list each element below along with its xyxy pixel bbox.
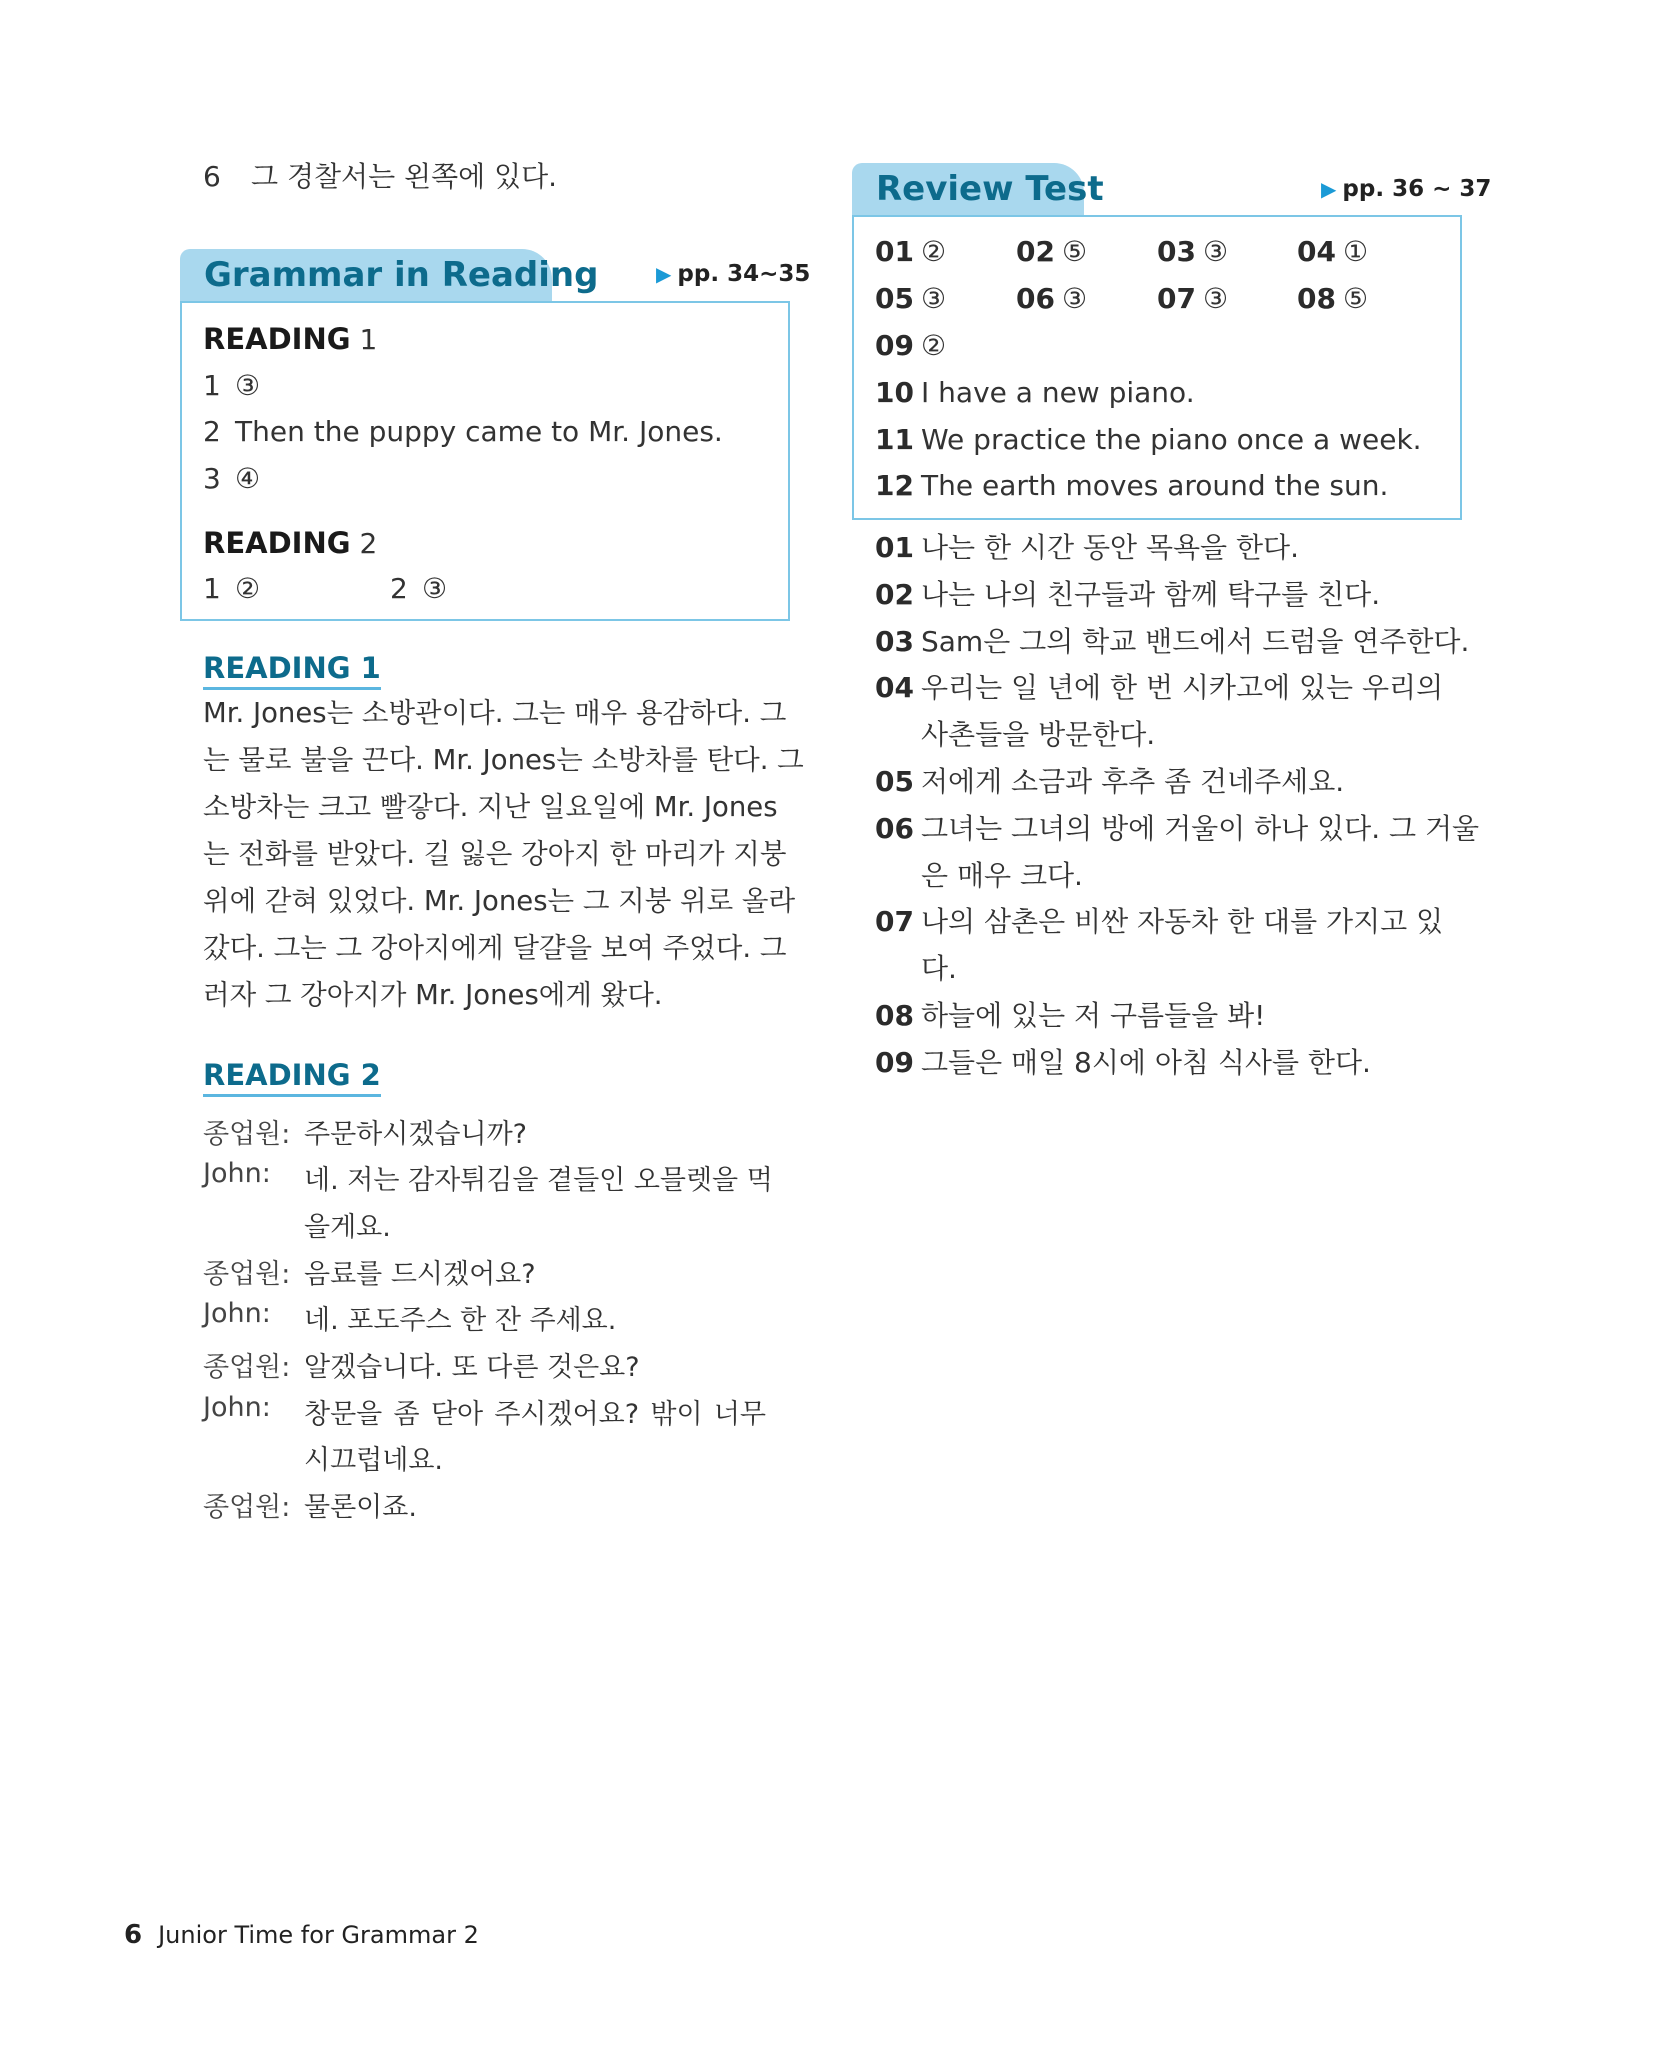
dialogue-line: 알겠습니다. 또 다른 것은요?	[304, 1352, 640, 1383]
reading1-answer-1	[203, 362, 260, 409]
paragraph-line: Mr. Jones는 소방관이다. 그는 매우 용감하다. 그	[203, 697, 787, 729]
dialogue-line: 물론이죠.	[304, 1492, 417, 1523]
translation-line: 그들은 매일 8시에 아침 식사를 한다.	[921, 1046, 1371, 1079]
review-num: 07	[1157, 282, 1196, 315]
answer-num: 2	[390, 572, 408, 605]
review-translation	[875, 805, 1480, 852]
review-num: 08	[1297, 282, 1336, 315]
review-ans: ③	[1203, 235, 1229, 268]
dialogue-line: 주문하시겠습니까?	[304, 1119, 527, 1150]
review-ans: ③	[1203, 282, 1229, 315]
dialogue-line: 네. 포도주스 한 잔 주세요.	[304, 1305, 617, 1336]
dialogue-speaker: John:	[203, 1298, 271, 1329]
review-answer	[1157, 228, 1228, 275]
review-num: 02	[1016, 235, 1055, 268]
reading1-translation-label: READING 1	[203, 651, 381, 690]
answer-text: Then the puppy came to Mr. Jones.	[235, 415, 723, 448]
review-pages-ref	[1321, 176, 1491, 202]
translation-line: 우리는 일 년에 한 번 시카고에 있는 우리의	[921, 671, 1444, 704]
review-num: 03	[875, 625, 914, 658]
review-ans: ③	[1062, 282, 1088, 315]
triangle-right-icon: ▶	[656, 262, 672, 286]
review-test-tab	[852, 163, 1104, 215]
review-translation	[875, 1039, 1371, 1086]
grammar-in-reading-title: Grammar in Reading	[204, 255, 599, 295]
reading1-translation-heading	[203, 645, 381, 692]
reading1-heading	[203, 316, 377, 363]
review-translation	[875, 898, 1444, 945]
answer-text: ④	[235, 462, 261, 495]
reading2-answer-1	[203, 565, 260, 612]
top-item-num: 6	[203, 160, 221, 193]
review-ans: ⑤	[1343, 282, 1369, 315]
reading2-translation-label: READING 2	[203, 1058, 381, 1097]
translation-line: 그녀는 그녀의 방에 거울이 하나 있다. 그 거울	[921, 812, 1480, 845]
dialogue-line: 창문을 좀 닫아 주시겠어요? 밖이 너무	[304, 1399, 766, 1430]
footer-page-number: 6	[124, 1920, 143, 1950]
paragraph-line: 소방차는 크고 빨갛다. 지난 일요일에 Mr. Jones	[203, 791, 778, 823]
review-answer	[875, 322, 946, 369]
answer-text: ③	[235, 369, 261, 402]
reading1-answer-2	[203, 408, 723, 455]
page-footer	[124, 1920, 479, 1950]
reading2-heading	[203, 520, 377, 567]
grammar-pages-ref	[656, 261, 810, 287]
reading1-answer-3	[203, 455, 260, 502]
review-translation	[875, 992, 1265, 1039]
reading2-translation-heading	[203, 1052, 381, 1099]
review-answer	[1157, 275, 1228, 322]
paragraph-line: 위에 갇혀 있었다. Mr. Jones는 그 지붕 위로 올라	[203, 885, 796, 917]
translation-line: 저에게 소금과 후추 좀 건네주세요.	[921, 765, 1345, 798]
review-sentence	[875, 369, 1195, 416]
dialogue-speaker: 종업원:	[203, 1492, 291, 1523]
answer-num: 1	[203, 369, 221, 402]
review-ans: ③	[921, 282, 947, 315]
answer-num: 1	[203, 572, 221, 605]
review-answer	[875, 228, 946, 275]
review-num: 10	[875, 376, 914, 409]
answer-text: ②	[235, 572, 261, 605]
paragraph-line: 갔다. 그는 그 강아지에게 달걀을 보여 주었다. 그	[203, 932, 787, 964]
review-translation	[875, 664, 1444, 711]
review-answer	[875, 275, 946, 322]
review-answer	[1297, 275, 1368, 322]
review-num: 03	[1157, 235, 1196, 268]
review-sentence	[875, 416, 1422, 463]
grammar-pages-text: pp. 34~35	[677, 261, 811, 287]
review-num: 05	[875, 282, 914, 315]
reading2-num: 2	[359, 527, 378, 560]
review-answer	[1016, 275, 1087, 322]
review-num: 05	[875, 765, 914, 798]
translation-line: Sam은 그의 학교 밴드에서 드럼을 연주한다.	[921, 625, 1470, 658]
reading1-label: READING	[203, 322, 351, 356]
review-ans: ②	[921, 329, 947, 362]
answer-text: ③	[422, 572, 448, 605]
review-num: 07	[875, 905, 914, 938]
top-item-text: 그 경찰서는 왼쪽에 있다.	[251, 160, 558, 193]
translation-line: 하늘에 있는 저 구름들을 봐!	[921, 999, 1266, 1032]
review-num: 12	[875, 469, 914, 502]
review-sentence-text: The earth moves around the sun.	[921, 469, 1389, 502]
review-ans: ②	[921, 235, 947, 268]
review-num: 06	[1016, 282, 1055, 315]
review-num: 04	[875, 671, 914, 704]
review-num: 01	[875, 531, 914, 564]
review-translation	[875, 758, 1344, 805]
review-num: 09	[875, 1046, 914, 1079]
review-num: 02	[875, 578, 914, 611]
review-ans: ⑤	[1062, 235, 1088, 268]
paragraph-line: 는 전화를 받았다. 길 잃은 강아지 한 마리가 지붕	[203, 838, 787, 870]
review-num: 01	[875, 235, 914, 268]
translation-line: 나는 한 시간 동안 목욕을 한다.	[921, 531, 1299, 564]
dialogue-line: 시끄럽네요.	[304, 1445, 443, 1476]
review-sentence	[875, 462, 1388, 509]
dialogue-speaker: 종업원:	[203, 1119, 291, 1150]
review-sentence-text: We practice the piano once a week.	[921, 423, 1422, 456]
triangle-right-icon: ▶	[1321, 177, 1337, 201]
review-sentence-text: I have a new piano.	[921, 376, 1195, 409]
review-answer	[1297, 228, 1368, 275]
review-num: 09	[875, 329, 914, 362]
reading2-label: READING	[203, 526, 351, 560]
review-translation	[875, 618, 1469, 665]
reading1-translation-paragraph	[203, 690, 804, 1019]
review-num: 06	[875, 812, 914, 845]
reading1-num: 1	[359, 323, 378, 356]
translation-line: 나는 나의 친구들과 함께 탁구를 친다.	[921, 578, 1381, 611]
paragraph-line: 러자 그 강아지가 Mr. Jones에게 왔다.	[203, 979, 663, 1011]
dialogue-speaker: John:	[203, 1158, 271, 1189]
reading2-answer-2	[390, 565, 447, 612]
dialogue-line: 네. 저는 감자튀김을 곁들인 오믈렛을 먹	[304, 1165, 773, 1196]
grammar-in-reading-tab	[180, 249, 599, 301]
dialogue-line: 을게요.	[304, 1212, 391, 1243]
review-test-title: Review Test	[876, 169, 1104, 209]
answer-num: 2	[203, 415, 221, 448]
paragraph-line: 는 물로 불을 끈다. Mr. Jones는 소방차를 탄다. 그	[203, 744, 804, 776]
dialogue-line: 음료를 드시겠어요?	[304, 1259, 536, 1290]
dialogue-speaker: 종업원:	[203, 1352, 291, 1383]
review-translation	[875, 571, 1380, 618]
answer-num: 3	[203, 462, 221, 495]
review-ans: ①	[1343, 235, 1369, 268]
review-translation-cont: 은 매우 크다.	[921, 859, 1083, 892]
review-pages-text: pp. 36 ~ 37	[1342, 176, 1492, 202]
review-num: 04	[1297, 235, 1336, 268]
translation-line: 나의 삼촌은 비싼 자동차 한 대를 가지고 있	[921, 905, 1444, 938]
top-item	[203, 153, 557, 200]
review-translation-cont: 사촌들을 방문한다.	[921, 718, 1156, 751]
review-num: 08	[875, 999, 914, 1032]
dialogue-speaker: 종업원:	[203, 1259, 291, 1290]
dialogue-speaker: John:	[203, 1392, 271, 1423]
review-answer	[1016, 228, 1087, 275]
review-num: 11	[875, 423, 914, 456]
review-translation	[875, 524, 1299, 571]
review-translation-cont: 다.	[921, 952, 957, 985]
footer-book-title: Junior Time for Grammar 2	[158, 1921, 479, 1949]
